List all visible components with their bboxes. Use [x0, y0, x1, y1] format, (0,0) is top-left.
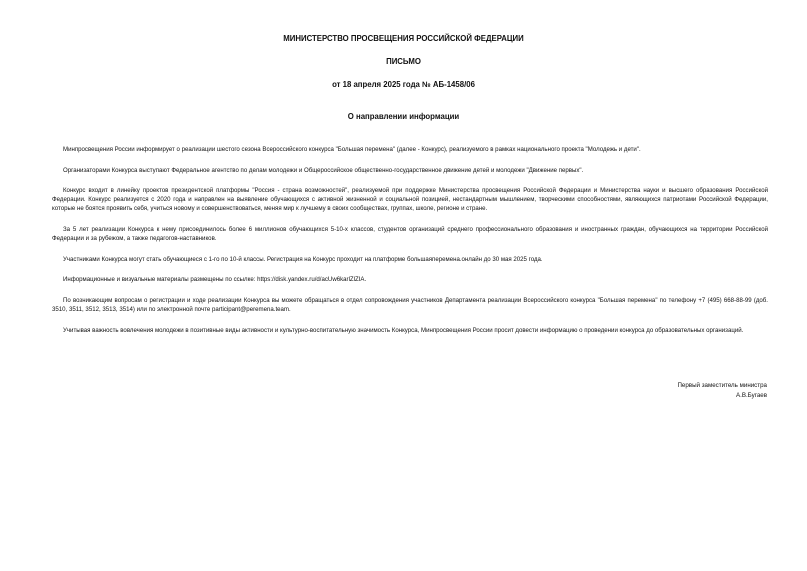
- paragraph-history: За 5 лет реализации Конкурса к нему присоединилось более 6 миллионов обучающихся 5-10-х классов, студентов организаций среднего профессионального образования и иностранных граждан, обучающихся на территории Российской Федерации и за рубежом, а также педагогов-наставников.: [52, 225, 768, 243]
- document-subject: О направлении информации: [347, 112, 460, 121]
- paragraph-participants: Участниками Конкурса могут стать обучающиеся с 1-го по 10-й классы. Регистрация на Конкурс проходит на платформе большаяперемена.онлайн до 30 мая 2025 года.: [63, 255, 543, 263]
- paragraph-materials-link: Информационные и визуальные материалы размещены по ссылке: https://disk.yandex.ru/d/acUw6karlZlZIA.: [63, 276, 367, 284]
- signatory-name: А.В.Бугаев: [735, 392, 767, 399]
- paragraph-intro: Минпросвещения России информирует о реализации шестого сезона Всероссийского конкурса "Большая перемена" (далее - Конкурс), реализуемого в рамках национального проекта "Молодежь и дети".: [63, 146, 641, 153]
- document-type: ПИСЬМО: [386, 57, 421, 66]
- signatory-position: Первый заместитель министра: [677, 382, 767, 389]
- document-body: [52, 145, 768, 346]
- paragraph-platform: Конкурс входит в линейку проектов президентской платформы "Россия - страна возможностей", реализуемой при поддержке Министерства просвещения Российской Федерации и Министерства науки и высшего образования Российской Федерации. Конкурс реализуется с 2020 года и направлен на выявление обучающихся с активной жизненной и социальной позицией, нестандартным мышлением, творческими способностями, являющихся патриотами Российской Федерации, которые не боятся проявить себя, учиться новому и совершенствоваться, меняя мир к лучшему в своих сообществах, группах, школе, регионе и стране.: [52, 187, 768, 213]
- paragraph-request: Учитывая важность вовлечения молодежи в позитивные виды активности и культурно-воспитательную значимость Конкурса, Минпросвещения России просит довести информацию о проведении конкурса до образовательных организаций.: [63, 326, 744, 334]
- signature-block: [677, 381, 767, 401]
- paragraph-organizers: Организаторами Конкурса выступают Федеральное агентство по делам молодежи и Общероссийское общественно-государственное движение детей и молодежи "Движение первых".: [63, 166, 584, 174]
- ministry-title: МИНИСТЕРСТВО ПРОСВЕЩЕНИЯ РОССИЙСКОЙ ФЕДЕРАЦИИ: [283, 34, 524, 43]
- paragraph-contacts: По возникающим вопросам о регистрации и ходе реализации Конкурса вы можете обращаться в отдел сопровождения участников Департамента реализации Всероссийского конкурса "Большая перемена" по телефону +7 (495) 668-88-99 (доб. 3510, 3511, 3512, 3513, 3514) или по электронной почте participant@peremena.team.: [52, 296, 768, 313]
- document-header: [0, 34, 807, 122]
- document-date-number: от 18 апреля 2025 года № АБ-1458/06: [332, 80, 475, 89]
